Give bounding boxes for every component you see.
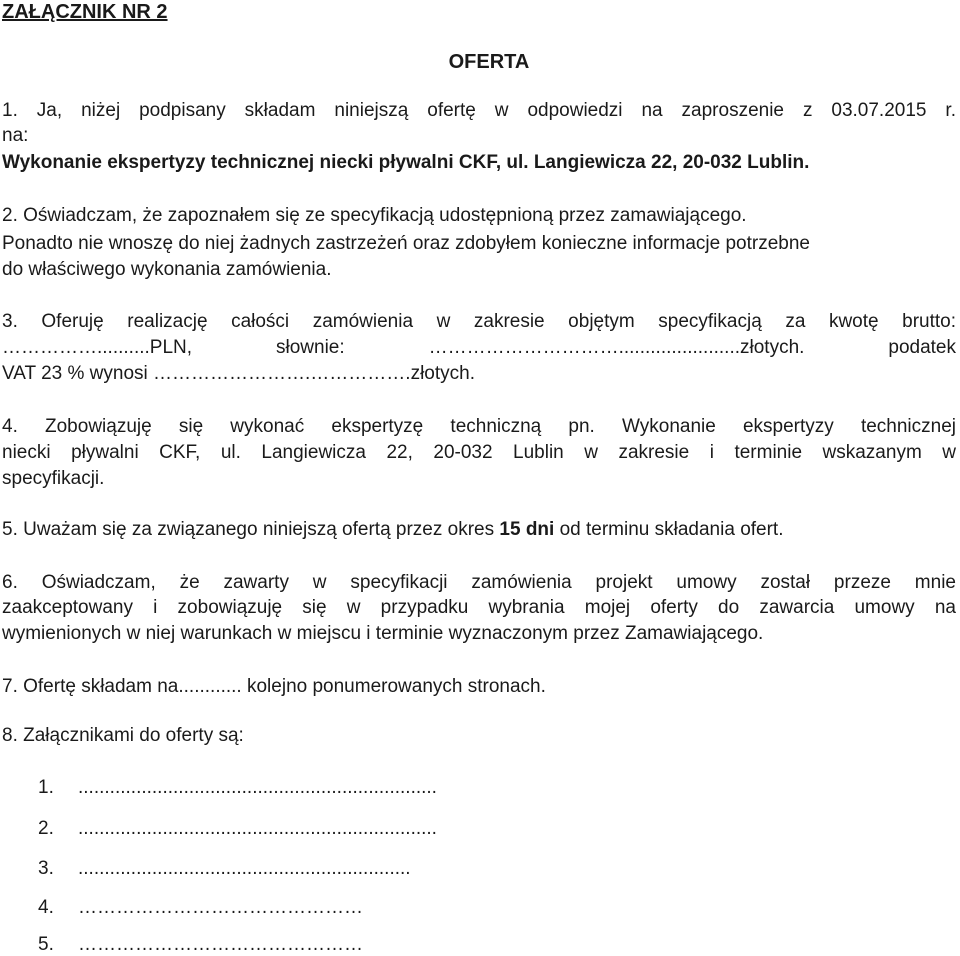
section-2-line-1: 2. Oświadczam, że zapoznałem się ze specyfikacją udostępnioną przez zamawiającego. xyxy=(2,205,747,226)
section-5-period: 15 dni xyxy=(499,519,555,540)
attachment-blank: .................................................................... xyxy=(78,777,437,798)
attachment-number: 4. xyxy=(38,897,54,918)
section-8-heading: 8. Załącznikami do oferty są: xyxy=(2,725,244,746)
section-5-text-before: 5. Uważam się za związanego niniejszą ofertą przez okres xyxy=(2,519,500,540)
section-5 xyxy=(2,519,784,541)
section-4-line-1: 4. Zobowiązuję się wykonać ekspertyzę techniczną pn. Wykonanie ekspertyzy technicznej xyxy=(2,416,956,437)
section-2-line-2: Ponadto nie wnoszę do niej żadnych zastrzeżeń oraz zdobyłem konieczne informacje potrzebne xyxy=(2,233,810,254)
section-4-line-2: niecki pływalni CKF, ul. Langiewicza 22, 20-032 Lublin w zakresie i terminie wskazanym w xyxy=(2,442,956,463)
section-5-text-after: od terminu składania ofert. xyxy=(554,519,784,540)
attachment-blank: .................................................................... xyxy=(78,818,437,839)
attachment-number: 2. xyxy=(38,818,54,839)
section-4-line-3: specyfikacji. xyxy=(2,468,105,489)
attachment-blank: ……………………………………… xyxy=(78,897,363,918)
section-7: 7. Ofertę składam na............ kolejno ponumerowanych stronach. xyxy=(2,676,546,697)
section-3-line-1: 3. Oferuję realizację całości zamówienia w zakresie objętym specyfikacją za kwotę brutto: xyxy=(2,311,956,332)
attachment-label: ZAŁĄCZNIK NR 2 xyxy=(2,1,168,23)
attachment-number: 1. xyxy=(38,777,54,798)
section-6-line-1: 6. Oświadczam, że zawarty w specyfikacji zamówienia projekt umowy został przeze mnie xyxy=(2,572,956,593)
section-2-line-3: do właściwego wykonania zamówienia. xyxy=(2,259,332,280)
section-6-line-3: wymienionych w niej warunkach w miejscu i terminie wyznaczonym przez Zamawiającego. xyxy=(2,623,764,644)
section-3-vat-line: VAT 23 % wynosi …………………….…………….złotych. xyxy=(2,363,475,384)
section-3-amount-line: ……………..........PLN, słownie: ………………………….......................złotych. podatek xyxy=(2,337,956,358)
attachment-blank: ……………………………………… xyxy=(78,934,363,955)
section-1-line-2: na: xyxy=(2,125,29,146)
document-title: OFERTA xyxy=(448,51,530,73)
attachment-blank: ............................................................... xyxy=(78,858,411,879)
attachment-number: 5. xyxy=(38,934,54,955)
section-1-subject: Wykonanie ekspertyzy technicznej niecki pływalni CKF, ul. Langiewicza 22, 20-032 Lublin. xyxy=(2,152,810,173)
section-1-line-1: 1. Ja, niżej podpisany składam niniejszą ofertę w odpowiedzi na zaproszenie z 03.07.2015 r. xyxy=(2,100,956,121)
section-6-line-2: zaakceptowany i zobowiązuję się w przypadku wybrania mojej oferty do zawarcia umowy na xyxy=(2,597,956,618)
attachment-number: 3. xyxy=(38,858,54,879)
